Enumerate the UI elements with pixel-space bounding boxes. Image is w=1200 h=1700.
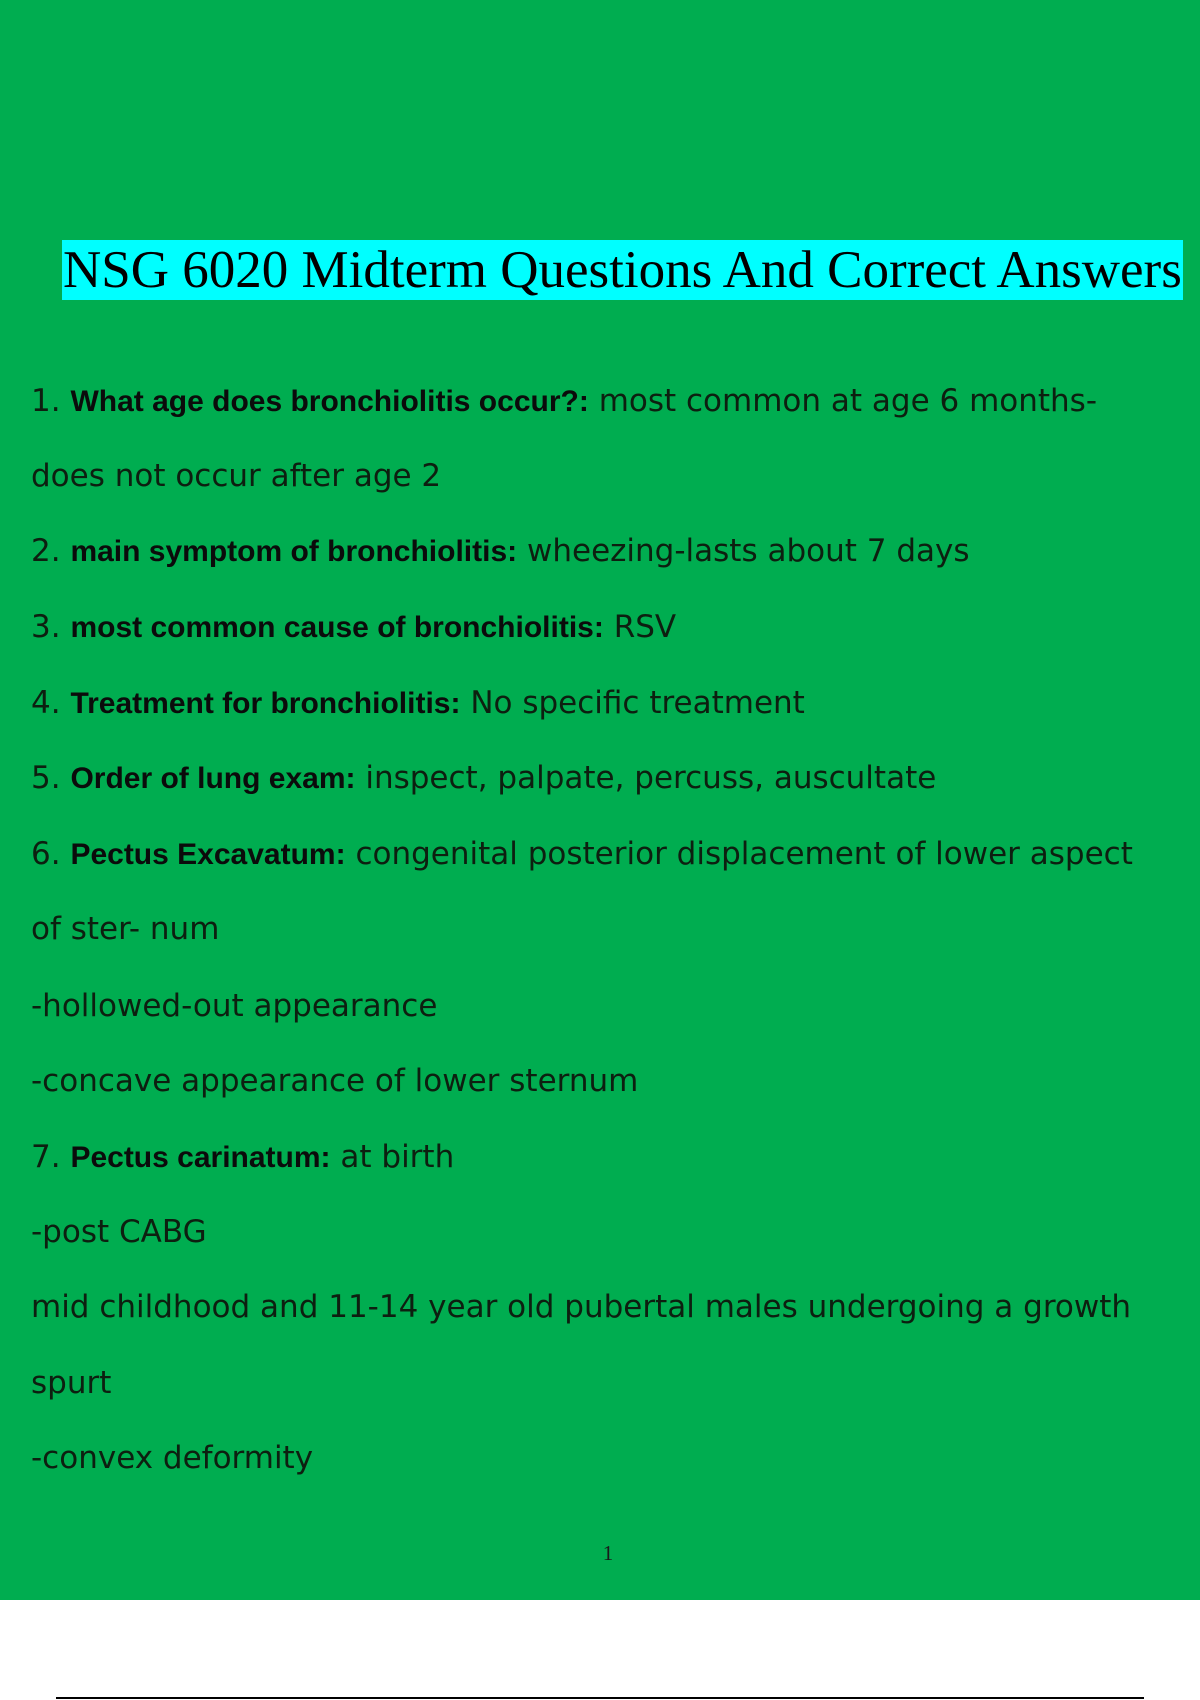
- list-item: [31, 758, 936, 799]
- item-number: 7.: [31, 1139, 61, 1175]
- item-answer: inspect, palpate, percuss, auscultate: [365, 760, 937, 796]
- item-answer-continuation: of ster- num: [31, 911, 220, 947]
- item-answer: wheezing-lasts about 7 days: [527, 533, 970, 569]
- item-answer-continuation: does not occur after age 2: [31, 458, 442, 494]
- item-number: 3.: [31, 609, 61, 645]
- item-question: most common cause of bronchiolitis:: [70, 611, 604, 644]
- item-answer-continuation: -hollowed-out appearance: [31, 988, 438, 1024]
- list-item: [31, 683, 805, 724]
- item-answer-continuation: mid childhood and 11-14 year old pubertal males undergoing a growth: [31, 1289, 1132, 1325]
- item-question: Pectus Excavatum:: [70, 838, 346, 871]
- item-question: Pectus carinatum:: [70, 1141, 331, 1174]
- item-answer: congenital posterior displacement of lower aspect: [355, 836, 1133, 872]
- footer-divider: [56, 1697, 1144, 1699]
- page-number: 1: [602, 1541, 614, 1565]
- item-number: 2.: [31, 533, 61, 569]
- list-item: [31, 834, 1133, 875]
- item-answer: No specific treatment: [470, 685, 805, 721]
- item-answer: most common at age 6 months-: [598, 383, 1098, 419]
- item-answer: at birth: [340, 1139, 455, 1175]
- item-number: 4.: [31, 685, 61, 721]
- document-title: NSG 6020 Midterm Questions And Correct Answers: [63, 241, 1182, 299]
- item-answer: RSV: [613, 609, 677, 645]
- list-item: [31, 1137, 454, 1178]
- item-number: 5.: [31, 760, 61, 796]
- item-answer-continuation: -convex deformity: [31, 1440, 314, 1476]
- item-question: main symptom of bronchiolitis:: [70, 535, 518, 568]
- list-item: [31, 607, 676, 648]
- item-answer-continuation: -post CABG: [31, 1214, 207, 1250]
- item-number: 1.: [31, 383, 61, 419]
- item-answer-continuation: -concave appearance of lower sternum: [31, 1063, 639, 1099]
- item-number: 6.: [31, 836, 61, 872]
- item-answer-continuation: spurt: [31, 1365, 112, 1401]
- item-question: What age does bronchiolitis occur?:: [70, 385, 589, 418]
- item-question: Treatment for bronchiolitis:: [70, 687, 461, 720]
- list-item: [31, 531, 970, 572]
- item-question: Order of lung exam:: [70, 762, 356, 795]
- list-item: [31, 381, 1097, 422]
